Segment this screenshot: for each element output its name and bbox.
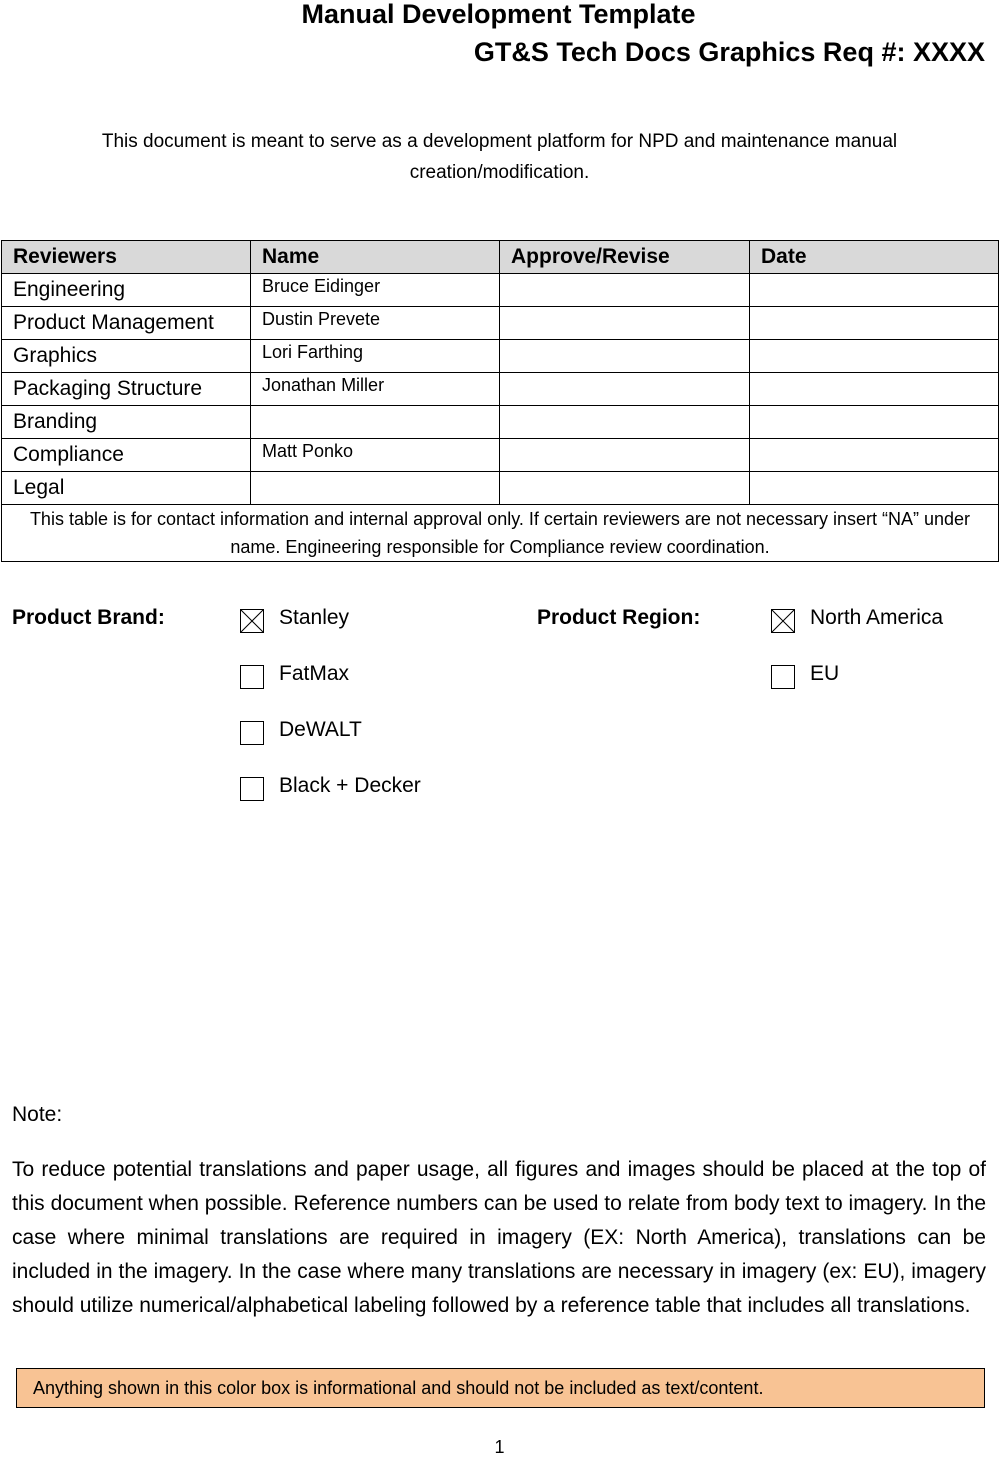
approve-cell[interactable] <box>500 406 750 439</box>
brand-checkbox-dewalt[interactable] <box>240 721 264 745</box>
approve-cell[interactable] <box>500 439 750 472</box>
table-row <box>2 406 999 439</box>
reviewer-role: Engineering <box>2 274 251 307</box>
brand-checkbox-stanley[interactable] <box>240 609 264 633</box>
reviewer-name[interactable] <box>251 472 500 505</box>
note-label: Note: <box>12 1103 63 1126</box>
reviewer-role: Product Management <box>2 307 251 340</box>
note-body: To reduce potential translations and paper usage, all figures and images should be placed at the top of this document when possible. Reference numbers can be used to relate from body text to imagery. In the case where minimal translations are required in imagery (EX: North America), translations can be included in the imagery. In the case where many translations are necessary in imagery (ex: EU), imagery should utilize numerical/alphabetical labeling followed by a reference table that includes all translations. <box>12 1158 986 1317</box>
region-checkbox-eu[interactable] <box>771 665 795 689</box>
brand-option-label: Stanley <box>279 606 350 629</box>
intro-paragraph: This document is meant to serve as a development platform for NPD and maintenance manual creation/modification. <box>101 131 898 183</box>
reviewer-name[interactable]: Jonathan Miller <box>251 373 500 406</box>
brand-checkbox-black-decker[interactable] <box>240 777 264 801</box>
reviewer-name[interactable]: Lori Farthing <box>251 340 500 373</box>
table-row <box>2 340 999 373</box>
page-number: 1 <box>494 1437 505 1457</box>
reviewer-role: Compliance <box>2 439 251 472</box>
approve-cell[interactable] <box>500 307 750 340</box>
date-cell[interactable] <box>750 472 999 505</box>
date-cell[interactable] <box>750 373 999 406</box>
brand-option-label: FatMax <box>279 662 350 685</box>
checked-x-icon <box>772 610 794 632</box>
region-checkbox-north-america[interactable] <box>771 609 795 633</box>
table-row <box>2 472 999 505</box>
product-brand-label: Product Brand: <box>12 606 165 629</box>
table-header-row <box>2 241 999 274</box>
brand-option-label: DeWALT <box>279 718 362 741</box>
date-cell[interactable] <box>750 307 999 340</box>
date-cell[interactable] <box>750 439 999 472</box>
reviewer-role: Packaging Structure <box>2 373 251 406</box>
graphics-request-number: GT&S Tech Docs Graphics Req #: XXXX <box>473 37 985 67</box>
column-header: Approve/Revise <box>500 241 750 274</box>
approve-cell[interactable] <box>500 274 750 307</box>
reviewer-name[interactable]: Dustin Prevete <box>251 307 500 340</box>
column-header: Reviewers <box>2 241 251 274</box>
reviewers-table <box>1 240 999 562</box>
date-cell[interactable] <box>750 340 999 373</box>
document-title: Manual Development Template <box>301 0 696 29</box>
column-header: Name <box>251 241 500 274</box>
approve-cell[interactable] <box>500 472 750 505</box>
date-cell[interactable] <box>750 406 999 439</box>
reviewer-name[interactable] <box>251 406 500 439</box>
approve-cell[interactable] <box>500 340 750 373</box>
reviewer-role: Graphics <box>2 340 251 373</box>
reviewer-name[interactable]: Matt Ponko <box>251 439 500 472</box>
brand-checkbox-fatmax[interactable] <box>240 665 264 689</box>
table-row <box>2 439 999 472</box>
info-color-box: Anything shown in this color box is informational and should not be included as text/content. <box>16 1368 985 1408</box>
reviewer-role: Branding <box>2 406 251 439</box>
region-option-label: North America <box>810 606 944 629</box>
reviewer-name[interactable]: Bruce Eidinger <box>251 274 500 307</box>
table-row <box>2 274 999 307</box>
approve-cell[interactable] <box>500 373 750 406</box>
table-row <box>2 307 999 340</box>
table-row <box>2 373 999 406</box>
reviewer-role: Legal <box>2 472 251 505</box>
region-option-label: EU <box>810 662 840 685</box>
table-footnote: This table is for contact information and internal approval only. If certain reviewers are not necessary insert “NA” under name. Engineering responsible for Compliance review coordination. <box>2 505 999 562</box>
table-footnote-row <box>2 505 999 562</box>
date-cell[interactable] <box>750 274 999 307</box>
product-region-label: Product Region: <box>537 606 701 629</box>
checked-x-icon <box>241 610 263 632</box>
brand-option-label: Black + Decker <box>279 774 421 797</box>
column-header: Date <box>750 241 999 274</box>
